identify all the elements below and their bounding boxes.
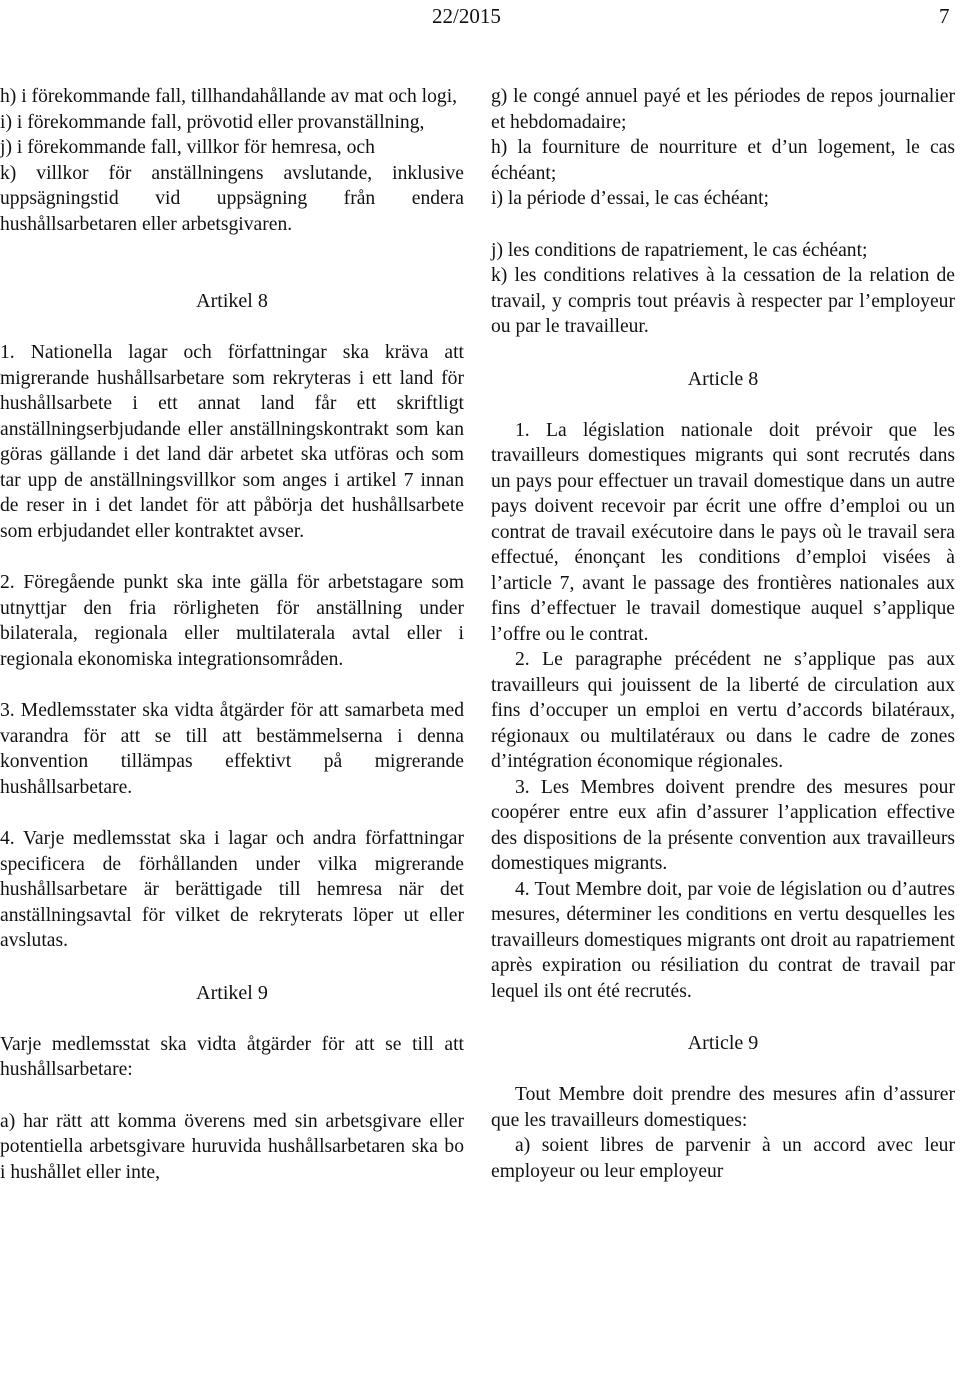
article-8-paragraph-4: 4. Tout Membre doit, par voie de législation ou d’autres mesures, déterminer les conditions en vertu desquelles les travailleurs domestiques migrants ont droit au rapatriement après expiration ou résiliation du contrat de travail par lequel ils ont été recrutés. [491,878,955,1002]
swedish-column [0,84,464,1185]
list-item-j: j) les conditions de rapatriement, le cas échéant; [491,239,868,261]
list-item-i: i) i förekommande fall, prövotid eller provanställning, [0,111,425,133]
article-8-paragraph-3: 3. Medlemsstater ska vidta åtgärder för att samarbeta med varandra för att se till att bestämmelserna i denna konvention tillämpas effektivt på migrerande hushållsarbetare. [0,700,464,798]
issue-number: 22/2015 [432,4,501,28]
list-item-k: k) villkor för anställningens avslutande, inklusive uppsägningstid vid uppsägning från endera hushållsarbetaren eller arbetsgivaren. [0,162,464,235]
list-item-h: h) la fourniture de nourriture et d’un logement, le cas échéant; [491,137,955,184]
page-header [0,2,960,30]
list-item-h: h) i förekommande fall, tillhandahållande av mat och logi, [0,86,458,107]
article-8-heading: Article 8 [687,367,759,390]
article-8-paragraph-2: 2. Le paragraphe précédent ne s’applique pas aux travailleurs qui jouissent de la liberté de circulation aux fins d’occuper un emploi en vertu d’accords bilatéraux, régionaux ou multilatéraux ou dans le cadre de zones d’intégration économique régionales. [491,649,955,772]
article-9-intro: Tout Membre doit prendre des mesures afin d’assurer que les travailleurs domestiques: [491,1084,955,1131]
list-item-i: i) la période d’essai, le cas échéant; [491,188,769,209]
article-9-intro: Varje medlemsstat ska vidta åtgärder för att se till att hushållsarbetare: [0,1033,464,1080]
article-9-heading: Artikel 9 [196,981,268,1004]
article-8-paragraph-1: 1. Nationella lagar och författningar ska kräva att migrerande hushållsarbetare som rekryteras i ett land för hushållsarbete i ett annat land får ett skriftligt anställningserbjudande eller anställningskontrakt som kan göras gällande i det land där arbetet ska utföras och som tar upp de anställningsvillkor som anges i artikel 7 innan de reser in i det landet för att påbörja det hushållsarbete som erbjudandet eller kontraktet avser. [0,342,464,542]
list-item-k: k) les conditions relatives à la cessation de la relation de travail, y compris tout préavis à respecter par l’employeur ou par le travailleur. [491,265,955,337]
french-column [491,84,955,1184]
page-number: 7 [939,4,950,28]
list-item-g: g) le congé annuel payé et les périodes de repos journalier et hebdomadaire; [491,86,955,133]
article-8-paragraph-4: 4. Varje medlemsstat ska i lagar och andra författningar specificera de förhållanden under vilka migrerande hushållsarbetare är berättigade till hemresa när det anställningsavtal för vilket de rekryterats löper ut eller avslutas. [0,828,464,951]
article-8-heading: Artikel 8 [196,290,268,312]
article-9-heading: Article 9 [687,1032,759,1054]
article-9-item-a: a) soient libres de parvenir à un accord avec leur employeur ou leur employeur [491,1135,955,1182]
article-8-paragraph-1: 1. La législation nationale doit prévoir que les travailleurs domestiques migrants qui sont recrutés dans un pays pour effectuer un travail domestique dans un autre pays doivent recevoir par écrit une offre d’emploi ou un contrat de travail exécutoire dans le pays où le travail sera effectué, énonçant les conditions d’emploi visées à l’article 7, avant le passage des frontières nationales aux fins d’effectuer le travail domestique auquel s’applique l’offre ou le contrat. [491,419,955,645]
article-8-paragraph-3: 3. Les Membres doivent prendre des mesures pour coopérer entre eux afin d’assurer l’application effective des dispositions de la présente convention aux travailleurs domestiques migrants. [491,776,955,874]
list-item-j: j) i förekommande fall, villkor för hemresa, och [0,137,375,158]
article-9-item-a: a) har rätt att komma överens med sin arbetsgivare eller potentiella arbetsgivare huruvida hushållsarbetaren ska bo i hushållet eller inte, [0,1110,464,1183]
article-8-paragraph-2: 2. Föregående punkt ska inte gälla för arbetstagare som utnyttjar den fria rörligheten för anställning under bilaterala, regionala eller multilaterala avtal eller i regionala ekonomiska integrationsområden. [0,572,464,670]
